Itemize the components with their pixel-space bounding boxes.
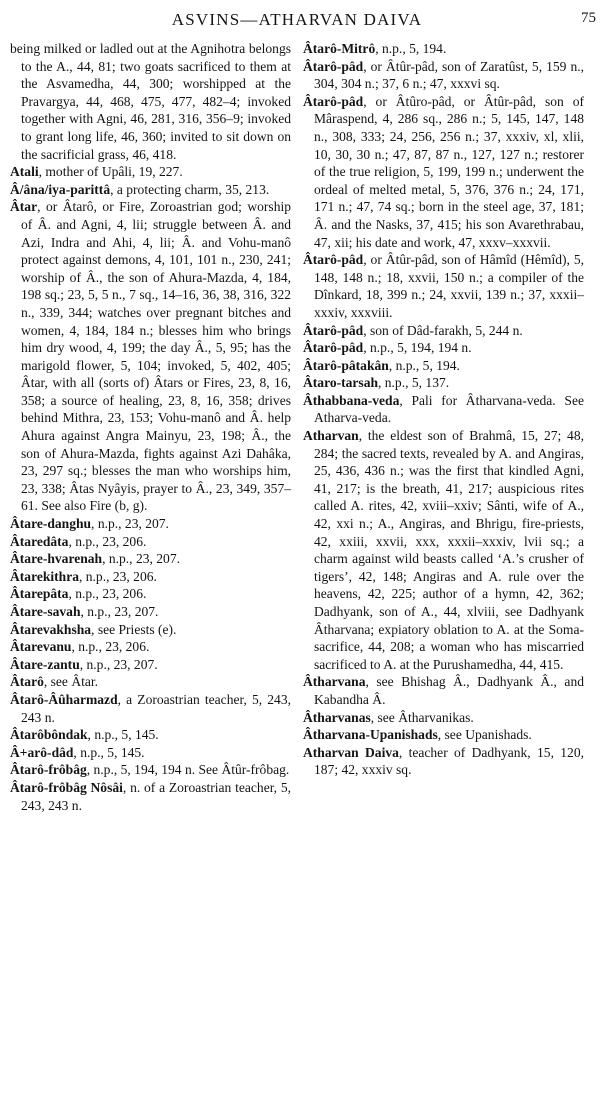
index-entry xyxy=(10,163,291,181)
entry-text: , n.p., 5, 194, 194 n. xyxy=(363,340,472,356)
entry-text: , or Âtûro-pâd, or Âtûr-pâd, son of Mâraspend, 4, 286 sq., 286 n.; 5, 145, 147, 148 n., 308, 333; 24, 256, 256 n.; 37, xxxiv, xl, xlii, 10, 30, 30 n.; 47, 87, 87 n., 127, 127 n.; restorer of the true religion, 5, 199, 199 n.; underwent the ordeal of melted metal, 5, 376, 376 n.; 24, 171, 171 n.; 47, 74 sq.; born in the steel age, 37, 181; Â. and the Nasks, 37, 415; his son Avarethrabau, 47, xii; his date and work, 47, xxxv–xxxvii. xyxy=(314,93,584,250)
entry-headword: Âtaro-tarsah xyxy=(303,375,378,391)
index-entry xyxy=(10,621,291,639)
entry-text: , n.p., 5, 137. xyxy=(378,375,450,391)
entry-headword: Âtarô-pâd xyxy=(303,340,364,356)
index-entry xyxy=(10,779,291,814)
entry-headword: Âtharvanas xyxy=(303,709,371,725)
index-entry xyxy=(10,568,291,586)
entry-headword: Â/âna/iya-parittâ xyxy=(10,181,111,197)
entry-text: , n.p., 23, 207. xyxy=(91,516,169,532)
entry-headword: Atharvan xyxy=(303,428,359,444)
entry-text: , son of Dâd-farakh, 5, 244 n. xyxy=(363,322,523,338)
entry-headword: Âtare-hvarenah xyxy=(10,551,103,567)
entry-headword: Âtar xyxy=(10,199,38,215)
index-entry xyxy=(10,656,291,674)
entry-text: , n. of a Zoroastrian teacher, 5, 243, 243 n. xyxy=(21,779,292,813)
index-entry xyxy=(303,357,584,375)
index-entry xyxy=(10,515,291,533)
entry-text: , Pali for Âtharvana-veda. See Atharva-veda. xyxy=(314,392,584,426)
entry-headword: Âtarô-pâd xyxy=(303,58,364,74)
entry-text: , n.p., 23, 207. xyxy=(80,604,159,619)
left-column xyxy=(10,40,291,814)
entry-text: , n.p., 23, 206. xyxy=(78,568,157,584)
index-entry xyxy=(10,603,291,621)
entry-text: , n.p., 5, 145. xyxy=(87,727,159,743)
index-entry xyxy=(303,392,584,427)
entry-headword: Âtarekithra xyxy=(10,568,79,584)
entry-headword: Âtarôbôndak xyxy=(10,727,88,743)
entry-text: , see Âtharvanikas. xyxy=(370,709,474,725)
index-entry xyxy=(303,251,584,321)
right-column xyxy=(303,40,584,814)
index-entry xyxy=(303,709,584,727)
index-entry xyxy=(10,550,291,568)
index-entry xyxy=(303,58,584,93)
entry-text: , mother of Upâli, 19, 227. xyxy=(38,164,183,180)
entry-headword: Âtharvana-Upanishads xyxy=(303,727,438,743)
entry-text: , n.p., 23, 206. xyxy=(71,639,150,655)
entry-headword: Âtare-zantu xyxy=(10,656,80,672)
entry-headword: Âtarô xyxy=(10,674,44,690)
entry-text: being milked or ladled out at the Agnihotra belongs to the A., 44, 81; two goats sacrificed to them at the Asvamedha, 44, 300; worshipped at the Pravargya, 44, 468, 475, 477, 482–4; invoked together with Agni, 46, 281, 316, 356–9; invoked to grant long life, 46, 360; invited to sit down on the sacrificial grass, 46, 418. xyxy=(10,41,291,162)
entry-headword: Âtarevanu xyxy=(10,639,72,655)
entry-text: , n.p., 23, 207. xyxy=(102,551,180,567)
index-entry xyxy=(10,198,291,515)
entry-text: , n.p., 23, 206. xyxy=(68,586,147,602)
index-entry xyxy=(10,40,291,163)
index-entry xyxy=(303,322,584,340)
index-entry xyxy=(10,673,291,691)
entry-text: , see Priests (e). xyxy=(91,621,177,637)
index-entry xyxy=(303,374,584,392)
entry-text: , n.p., 5, 194. xyxy=(375,41,447,56)
entry-headword: Â+arô-dâd xyxy=(10,744,74,760)
page-header xyxy=(10,10,596,40)
entry-headword: Âtarô-pâd xyxy=(303,252,364,268)
index-entry xyxy=(10,691,291,726)
index-entry xyxy=(10,726,291,744)
entry-text: , n.p., 5, 145. xyxy=(73,744,145,760)
index-entry xyxy=(303,427,584,673)
index-entry xyxy=(10,533,291,551)
entry-text: , a Zoroastrian teacher, 5, 243, 243 n. xyxy=(21,691,291,725)
entry-headword: Âtarô-pâtakân xyxy=(303,357,389,373)
index-entry xyxy=(303,93,584,251)
entry-headword: Âtarevakhsha xyxy=(10,621,92,637)
entry-text: , a protecting charm, 35, 213. xyxy=(110,181,270,197)
entry-headword: Atali xyxy=(10,164,39,180)
index-entry xyxy=(10,638,291,656)
index-entry xyxy=(10,744,291,762)
index-entry xyxy=(303,40,584,58)
entry-headword: Atharvan Daiva xyxy=(303,744,399,760)
index-entry xyxy=(303,673,584,708)
index-entry xyxy=(10,761,291,779)
entry-headword: Âtare-danghu xyxy=(10,516,92,532)
entry-headword: Âthabbana-veda xyxy=(303,392,400,408)
entry-headword: Âtarô-pâd xyxy=(303,322,364,338)
entry-text: , see Upanishads. xyxy=(437,727,532,743)
index-entry xyxy=(303,744,584,779)
entry-text: , see Bhishag Â., Dadhyank Â., and Kabandha Â. xyxy=(314,674,584,707)
entry-text: , or Âtûr-pâd, son of Zaratûst, 5, 159 n., 304, 304 n.; 37, 6 n.; 47, xxxvi sq. xyxy=(314,58,584,92)
index-entry xyxy=(303,726,584,744)
entry-text: , the eldest son of Brahmâ, 15, 27; 48, 284; the sacred texts, revealed by A. and Angiras, 25, 436, 436 n.; was the first that kindled Agni, 41, 217; is the breath, 41, 217; auspicious rites called A. rites, 42, xviii–xxiv; Sânti, wife of A., 42, xxi n.; A., Angiras, and Bhrigu, fire-priests, 42, xxiii, xxvii, xxx, xxxii–xxxiv, lvii sq.; a charm against wild beasts called ‘A.’s crusher of tigers’, 42, 148; Angiras and A. rule over the heavens, 42, 225; author of a hymn, 42, 362; Dadhyank, son of A., 44, xlviii, see Dadhyank Âtharvana; expiatory oblation to A. at the Soma-sacrifice, 44, 208; a woman who has miscarried sacrificed to A. at the Purushamedha, 44, 415. xyxy=(314,428,584,672)
entry-text: , n.p., 23, 207. xyxy=(79,656,158,672)
entry-headword: Âtarepâta xyxy=(10,586,69,602)
entry-headword: Âtarô-Mitrô xyxy=(303,41,376,56)
entry-text: , teacher of Dadhyank, 15, 120, 187; 42, xxxiv sq. xyxy=(314,744,584,778)
index-entry xyxy=(303,339,584,357)
entry-headword: Âtarô-Âûharmazd xyxy=(10,691,118,707)
entry-text: , n.p., 5, 194. xyxy=(388,357,460,373)
entry-headword: Âtare-savah xyxy=(10,604,81,619)
entry-text: , n.p., 23, 206. xyxy=(68,533,147,549)
entry-headword: Âtharvana xyxy=(303,674,366,690)
index-entry xyxy=(10,181,291,199)
index-columns xyxy=(10,40,584,814)
entry-headword: Âtaredâta xyxy=(10,533,69,549)
index-entry xyxy=(10,585,291,603)
entry-headword: Âtarô-frôbâg xyxy=(10,762,87,778)
entry-text: , or Âtûr-pâd, son of Hâmîd (Hêmîd), 5, 148, 148 n.; 18, xxvii, 150 n.; a compiler of the Dînkard, 18, 399 n.; 24, xxvii, 139 n.; 37, xxxii–xxxiv, xxxviii. xyxy=(314,252,584,320)
entry-headword: Âtarô-frôbâg Nôsâi xyxy=(10,779,123,795)
entry-headword: Âtarô-pâd xyxy=(303,93,364,109)
entry-text: , n.p., 5, 194, 194 n. See Âtûr-frôbag. xyxy=(86,762,290,778)
page-number: 75 xyxy=(581,10,596,26)
entry-text: , see Âtar. xyxy=(43,674,99,690)
running-head: ASVINS—ATHARVAN DAIVA xyxy=(171,10,423,29)
entry-text: , or Âtarô, or Fire, Zoroastrian god; worship of Â. and Agni, 4, lii; struggle between Â. and Azi, Indra and Ahi, 4, lii; Â. and Vohu-manô protect against demons, 4, 101, 101 n., 230, 241; worship of Â., the son of Ahura-Mazda, 4, 184, 198 sq.; 23, 5, 5 n., 7 sq., 14–16, 36, 38, 316, 322 n., 339, 344; watches over pregnant bitches and women, 4, 184, 184 n.; blesses him who brings him dry wood, 4, 199; the day Â., 5, 95; has the marigold flower, 5, 104; invoked, 5, 402, 405; Âtar, with all (sorts of) Âtars or Fires, 23, 8, 16, 358; a source of healing, 23, 8, 16, 358; drives behind Mithra, 23, 153; Vohu-manô and Â. help Ahura against Angra Mainyu, 23, 198; Â., the son of Ahura-Mazda, fights against Azi Dahâka, 23, 297 sq.; blesses the man who worships him, 23, 338; Âtas Nyâyis, prayer to Â., 23, 349, 357–61. See also Fire (b, g). xyxy=(21,199,291,514)
